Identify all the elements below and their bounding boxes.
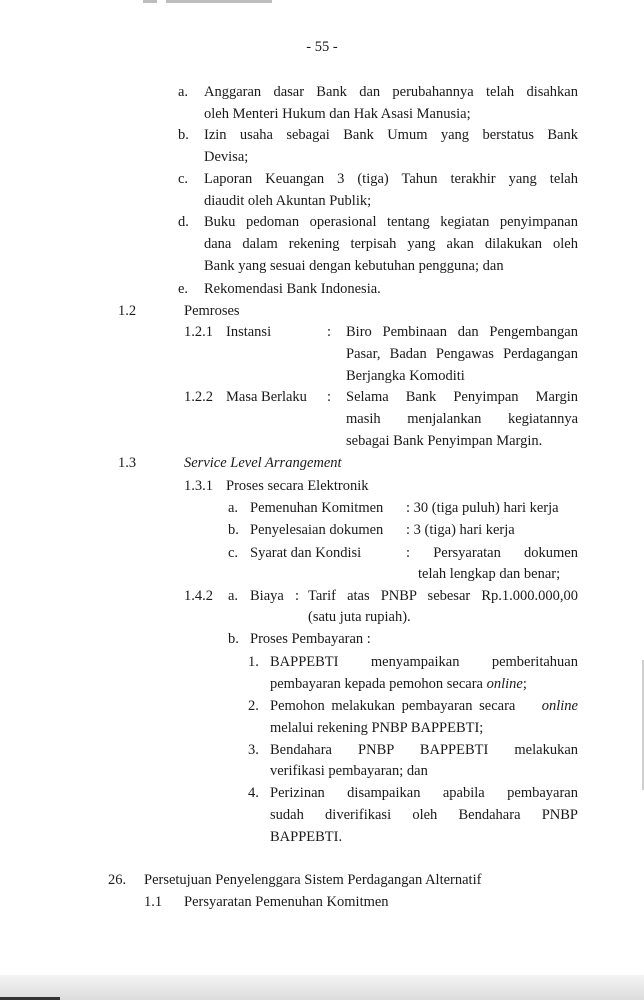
list-marker: d.	[178, 214, 189, 230]
list-marker: b.	[178, 127, 189, 143]
section-title: Pemroses	[184, 303, 240, 319]
field-value: Pasar, Badan Pengawas Perdagangan	[346, 346, 578, 362]
section-number: 1.2	[118, 303, 137, 319]
step-number: 3.	[248, 742, 259, 758]
field-value: Biro Pembinaan dan Pengembangan	[346, 324, 578, 340]
list-item-text: oleh Menteri Hukum dan Hak Asasi Manusia;	[204, 106, 471, 122]
field-label: Masa Berlaku	[226, 389, 307, 405]
subsection-title: Proses Pembayaran :	[250, 631, 371, 647]
text: Pemohon melakukan pembayaran secara	[270, 698, 522, 714]
list-marker: b.	[228, 522, 239, 538]
italic-text: online	[541, 698, 578, 714]
subsection-title: Persyaratan Pemenuhan Komitmen	[184, 894, 389, 910]
field-label: Pemenuhan Komitmen	[250, 500, 384, 516]
subsection-number: 1.3.1	[184, 478, 213, 494]
step-number: 4.	[248, 785, 259, 801]
section-number: 1.3	[118, 455, 137, 471]
text: pembayaran kepada pemohon secara	[270, 676, 487, 692]
italic-text: online	[486, 676, 523, 692]
step-text: BAPPEBTI menyampaikan pemberitahuan	[270, 654, 578, 670]
field-label: Biaya	[250, 588, 284, 604]
step-text: verifikasi pembayaran; dan	[270, 763, 428, 779]
list-item-text: dana dalam rekening terpisah yang akan dilakukan oleh	[204, 236, 578, 252]
list-marker: b.	[228, 631, 239, 647]
field-value: : Persyaratan dokumen	[406, 545, 578, 561]
section-title: Persetujuan Penyelenggara Sistem Perdagangan Alternatif	[144, 872, 482, 888]
scan-mark	[166, 0, 272, 3]
field-value: Tarif atas PNBP sebesar Rp.1.000.000,00	[308, 588, 578, 604]
list-marker: c.	[228, 545, 239, 561]
field-value: telah lengkap dan benar;	[418, 566, 561, 582]
list-item-text: Rekomendasi Bank Indonesia.	[204, 281, 381, 297]
field-value: : 3 (tiga) hari kerja	[406, 522, 515, 538]
separator: :	[327, 389, 332, 405]
scan-mark	[143, 0, 157, 3]
separator: :	[295, 588, 300, 604]
field-value: Selama Bank Penyimpan Margin	[346, 389, 578, 405]
subsection-title: Proses secara Elektronik	[226, 478, 369, 494]
step-text: Perizinan disampaikan apabila pembayaran	[270, 785, 578, 801]
list-item-text: Izin usaha sebagai Bank Umum yang berstatus Bank	[204, 127, 578, 143]
list-item-text: diaudit oleh Akuntan Publik;	[204, 193, 372, 209]
field-value: sebagai Bank Penyimpan Margin.	[346, 433, 543, 449]
field-label: Syarat dan Kondisi	[250, 545, 362, 561]
list-item-text: Laporan Keuangan 3 (tiga) Tahun terakhir yang telah	[204, 171, 578, 187]
list-marker: a.	[228, 500, 239, 516]
step-text: Bendahara PNBP BAPPEBTI melakukan	[270, 742, 578, 758]
step-number: 2.	[248, 698, 259, 714]
step-text: sudah diverifikasi oleh Bendahara PNBP	[270, 807, 578, 823]
subsection-number: 1.1	[144, 894, 163, 910]
text: ;	[522, 676, 527, 692]
list-marker: c.	[178, 171, 189, 187]
subsection-number: 1.2.1	[184, 324, 213, 340]
step-text	[270, 674, 527, 694]
list-item-text: Anggaran dasar Bank dan perubahannya telah disahkan	[204, 84, 578, 100]
subsection-number: 1.4.2	[184, 588, 213, 604]
field-value: : 30 (tiga puluh) hari kerja	[406, 500, 559, 516]
step-text	[270, 696, 578, 716]
field-value: (satu juta rupiah).	[308, 609, 411, 625]
field-value: masih menjalankan kegiatannya	[346, 411, 578, 427]
section-number: 26.	[108, 872, 127, 888]
field-label: Instansi	[226, 324, 272, 340]
step-text: BAPPEBTI.	[270, 829, 343, 845]
field-value: Berjangka Komoditi	[346, 368, 465, 384]
list-marker: e.	[178, 281, 189, 297]
field-label: Penyelesaian dokumen	[250, 522, 384, 538]
step-number: 1.	[248, 654, 259, 670]
list-marker: a.	[228, 588, 239, 604]
step-text: melalui rekening PNBP BAPPEBTI;	[270, 720, 484, 736]
list-item-text: Bank yang sesuai dengan kebutuhan pengguna; dan	[204, 258, 504, 274]
list-item-text: Buku pedoman operasional tentang kegiatan penyimpanan	[204, 214, 578, 230]
list-marker: a.	[178, 84, 189, 100]
list-item-text: Devisa;	[204, 149, 249, 165]
scan-bottom-edge	[0, 975, 644, 1000]
page-number: - 55 -	[306, 39, 338, 55]
section-title: Service Level Arrangement	[184, 455, 342, 471]
subsection-number: 1.2.2	[184, 389, 213, 405]
separator: :	[327, 324, 332, 340]
